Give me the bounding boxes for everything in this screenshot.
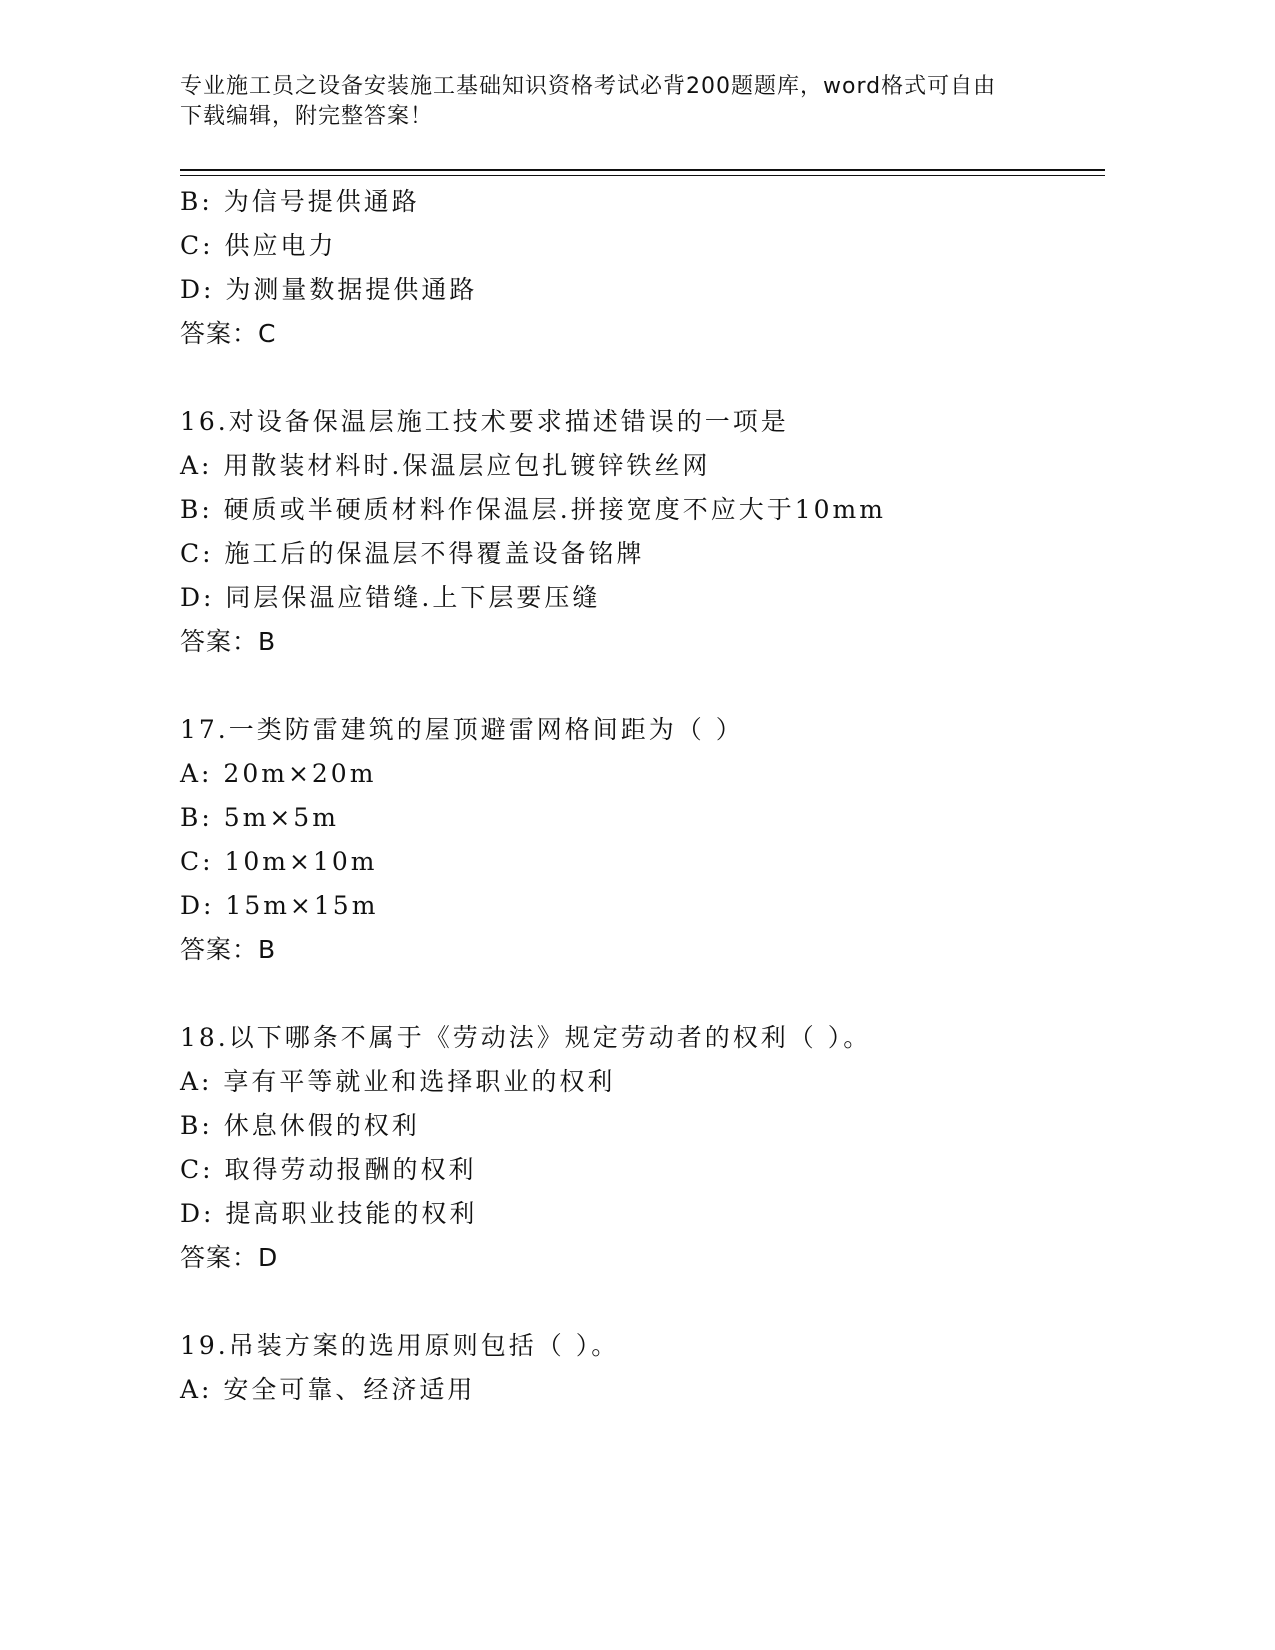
header-line-1: 专业施工员之设备安装施工基础知识资格考试必背200题题库，word格式可自由 bbox=[180, 74, 997, 99]
question-block-continued bbox=[180, 180, 1105, 356]
spacer bbox=[180, 1280, 1105, 1324]
document-header bbox=[180, 72, 1040, 132]
option-item: D: 为测量数据提供通路 bbox=[180, 275, 478, 304]
answer-line: 答案：B bbox=[180, 935, 277, 964]
spacer bbox=[180, 356, 1105, 400]
option-item: C: 10m×10m bbox=[180, 847, 378, 876]
option-item: D: 同层保温应错缝.上下层要压缝 bbox=[180, 583, 601, 612]
option-item: A: 享有平等就业和选择职业的权利 bbox=[180, 1067, 616, 1096]
option-item: B: 休息休假的权利 bbox=[180, 1111, 420, 1140]
question-block-16 bbox=[180, 400, 1105, 664]
question-stem: 17.一类防雷建筑的屋顶避雷网格间距为（ ） bbox=[180, 715, 744, 744]
option-item: C: 供应电力 bbox=[180, 231, 337, 260]
header-rule-thick bbox=[180, 169, 1105, 171]
question-stem: 16.对设备保温层施工技术要求描述错误的一项是 bbox=[180, 407, 789, 436]
question-stem: 19.吊装方案的选用原则包括（ ）。 bbox=[180, 1331, 620, 1360]
question-stem: 18.以下哪条不属于《劳动法》规定劳动者的权利（ ）。 bbox=[180, 1023, 872, 1052]
answer-line: 答案：C bbox=[180, 319, 277, 348]
option-item: B: 为信号提供通路 bbox=[180, 187, 420, 216]
spacer bbox=[180, 664, 1105, 708]
option-item: A: 20m×20m bbox=[180, 759, 377, 788]
option-item: D: 提高职业技能的权利 bbox=[180, 1199, 478, 1228]
answer-line: 答案：B bbox=[180, 627, 277, 656]
spacer bbox=[180, 972, 1105, 1016]
question-list bbox=[180, 180, 1105, 1412]
option-item: A: 用散装材料时.保温层应包扎镀锌铁丝网 bbox=[180, 451, 711, 480]
option-item: C: 取得劳动报酬的权利 bbox=[180, 1155, 477, 1184]
header-rule-thin bbox=[180, 175, 1105, 176]
option-item: A: 安全可靠、经济适用 bbox=[180, 1375, 476, 1404]
option-item: B: 硬质或半硬质材料作保温层.拼接宽度不应大于10mm bbox=[180, 495, 886, 524]
question-block-18 bbox=[180, 1016, 1105, 1280]
option-item: D: 15m×15m bbox=[180, 891, 379, 920]
question-block-19 bbox=[180, 1324, 1105, 1412]
answer-line: 答案：D bbox=[180, 1243, 279, 1272]
option-item: C: 施工后的保温层不得覆盖设备铭牌 bbox=[180, 539, 645, 568]
option-item: B: 5m×5m bbox=[180, 803, 339, 832]
question-block-17 bbox=[180, 708, 1105, 972]
header-line-2: 下载编辑，附完整答案！ bbox=[180, 104, 434, 129]
